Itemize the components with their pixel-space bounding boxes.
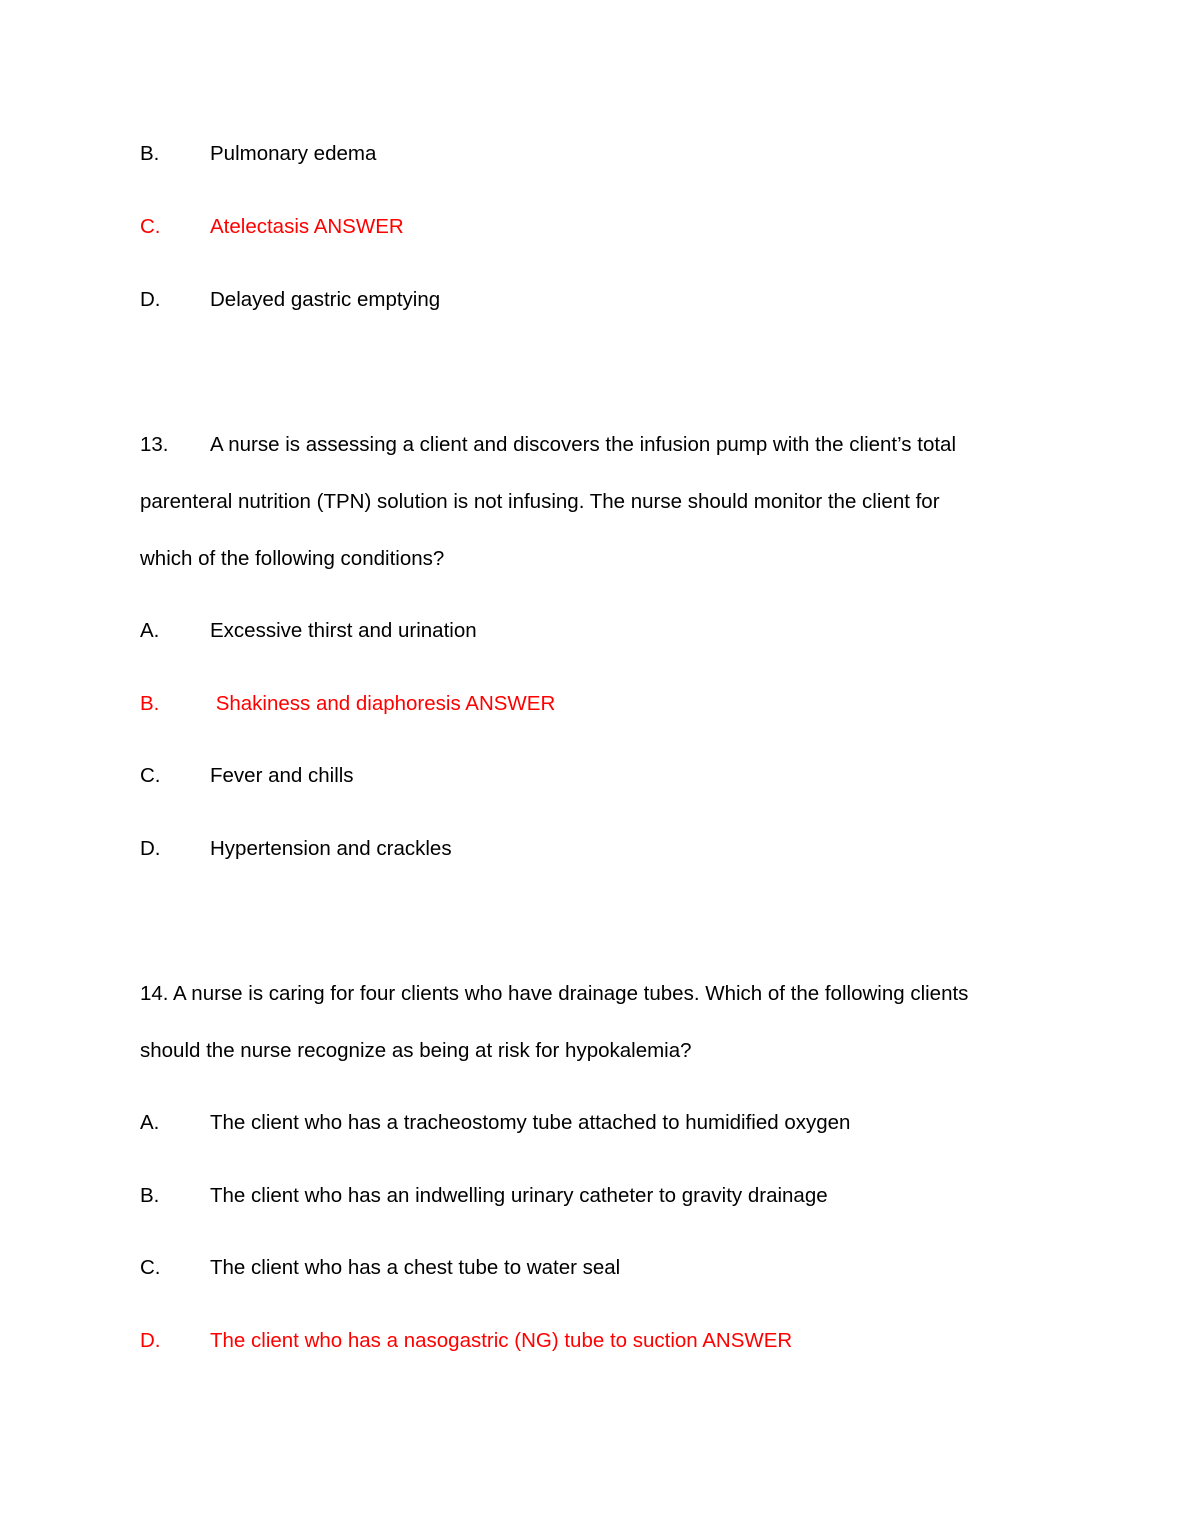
option-text: The client who has a tracheostomy tube attached to humidified oxygen [210, 1111, 851, 1134]
question-number: 13. [140, 433, 169, 456]
q13-stem-line-1 [140, 433, 956, 457]
q13-option-d [140, 837, 452, 861]
option-text: Hypertension and crackles [210, 837, 452, 860]
option-letter: A. [140, 619, 160, 642]
option-text: Pulmonary edema [210, 142, 377, 165]
q12-option-d [140, 288, 440, 312]
option-letter: C. [140, 1256, 161, 1279]
option-text: Delayed gastric emptying [210, 288, 441, 311]
option-text: Excessive thirst and urination [210, 619, 477, 642]
q13-stem-line-3: which of the following conditions? [140, 547, 445, 570]
option-letter: B. [140, 142, 160, 165]
option-letter: C. [140, 764, 161, 787]
q14-stem-line-2: should the nurse recognize as being at risk for hypokalemia? [140, 1039, 692, 1062]
option-letter: C. [140, 215, 161, 238]
option-letter: B. [140, 692, 160, 715]
option-text: The client who has a chest tube to water seal [210, 1256, 621, 1279]
q13-option-b-answer [140, 692, 555, 716]
option-text: The client who has a nasogastric (NG) tube to suction ANSWER [210, 1329, 793, 1352]
option-letter: B. [140, 1184, 160, 1207]
q13-option-a [140, 619, 477, 643]
question-text: A nurse is assessing a client and discovers the infusion pump with the client’s total [210, 433, 956, 456]
q14-stem-line-1: 14. A nurse is caring for four clients who have drainage tubes. Which of the following clients [140, 982, 969, 1005]
q14-option-a [140, 1111, 850, 1135]
option-letter: D. [140, 837, 161, 860]
q14-option-c [140, 1256, 620, 1280]
q14-option-b [140, 1184, 828, 1208]
option-letter: D. [140, 288, 161, 311]
q12-option-b [140, 142, 376, 166]
q13-option-c [140, 764, 354, 788]
q14-option-d-answer [140, 1329, 792, 1353]
option-text: Atelectasis ANSWER [210, 215, 404, 238]
option-text: Fever and chills [210, 764, 354, 787]
option-letter: A. [140, 1111, 160, 1134]
option-text: The client who has an indwelling urinary catheter to gravity drainage [210, 1184, 828, 1207]
option-text: Shakiness and diaphoresis ANSWER [210, 692, 556, 715]
q13-stem-line-2: parenteral nutrition (TPN) solution is not infusing. The nurse should monitor the client for [140, 490, 940, 513]
q12-option-c-answer [140, 215, 404, 239]
option-letter: D. [140, 1329, 161, 1352]
